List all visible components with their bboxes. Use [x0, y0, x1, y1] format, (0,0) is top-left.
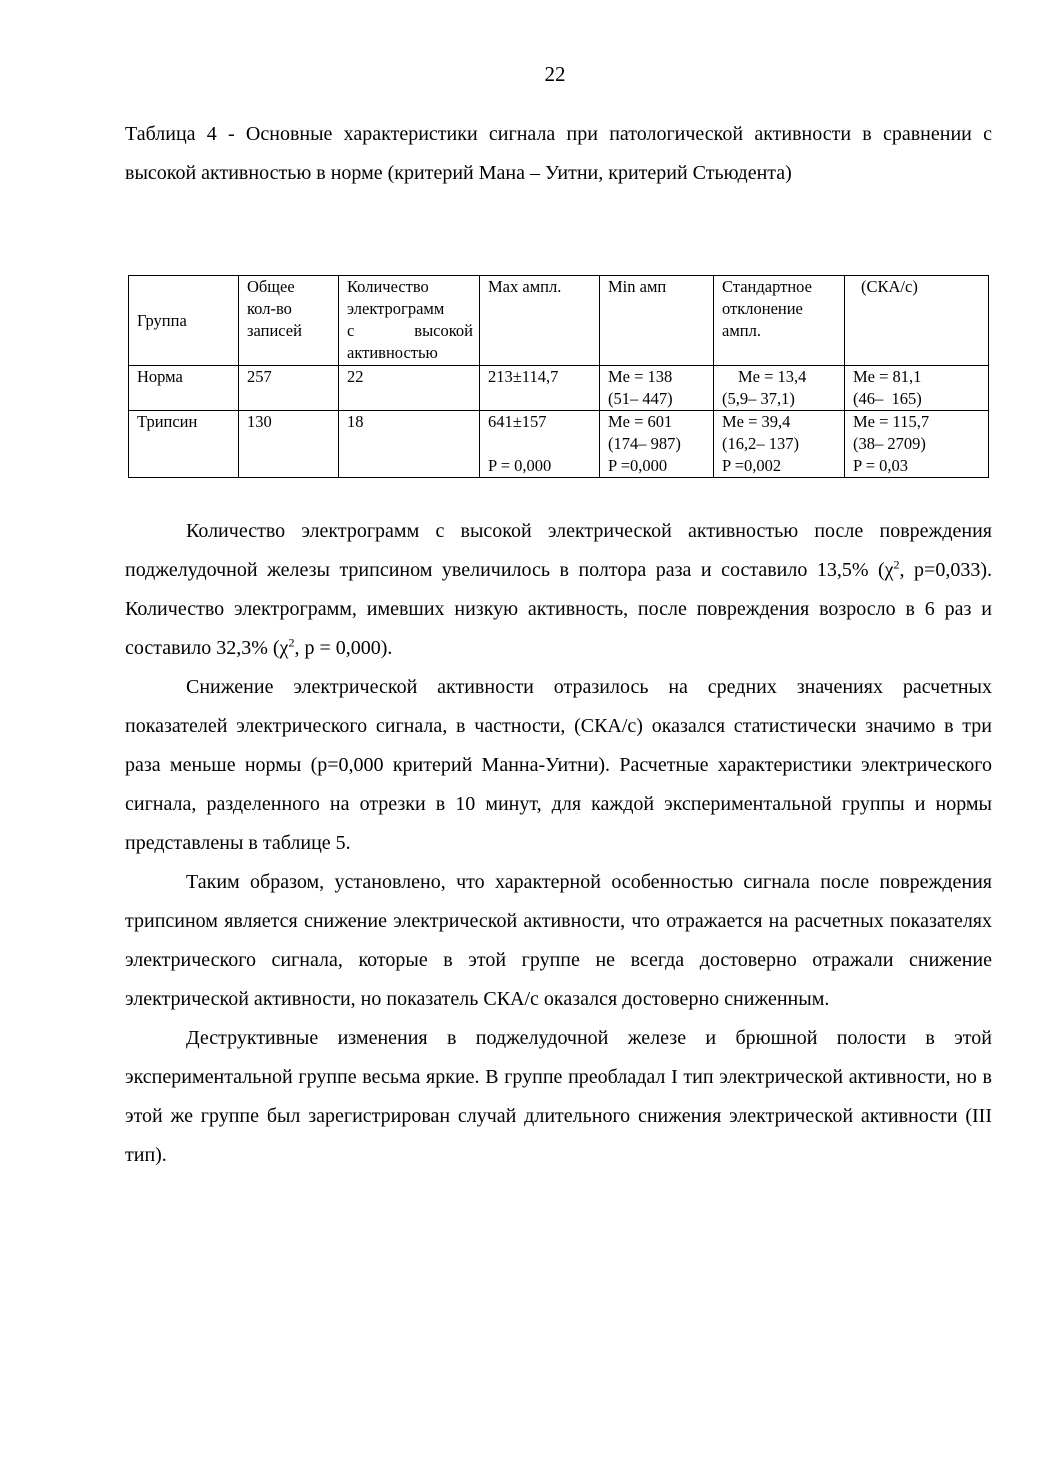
table-row [129, 411, 989, 478]
paragraph: Снижение электрической активности отразилось на средних значениях расчетных показателей электрического сигнала, в частности, (СКА/с) оказался статистически значимо в три раза меньше нормы (p=0,000 критерий Манна-Уитни). Расчетные характеристики электрического сигнала, разделенного на отрезки в 10 минут, для каждой экспериментальной группы и нормы представлены в таблице 5. [125, 676, 992, 854]
header-count: Количество электрограмм с высокой активностью [339, 276, 480, 366]
cell-std: Me = 39,4 (16,2– 137) P =0,002 [714, 411, 845, 478]
cell-count: 22 [339, 366, 480, 411]
cell-cka: Me = 81,1 (46– 165) [845, 366, 989, 411]
cell-group: Трипсин [129, 411, 239, 478]
data-table [128, 275, 989, 478]
cell-group: Норма [129, 366, 239, 411]
header-total: Общее кол-во записей [239, 276, 339, 366]
cell-min: Me = 601 (174– 987) P =0,000 [600, 411, 714, 478]
paragraph: Количество электрограмм с высокой электрической активностью после повреждения поджелудочной железы трипсином увеличилось в полтора раза и составило 13,5% ($\chi^2$, p=0,033). Количество электрограмм, имевших низкую активность, после повреждения возросло в 6 раз и составило 32,3% ($\chi^2$, p = 0,000). [125, 520, 992, 659]
paragraph: Таким образом, установлено, что характерной особенностью сигнала после повреждения трипсином является снижение электрической активности, что отражается на расчетных показателях электрического сигнала, которые в этой группе не всегда достоверно отражали снижение электрической активности, но показатель СКА/с оказался достоверно сниженным. [125, 871, 992, 1010]
cell-min: Me = 138 (51– 447) [600, 366, 714, 411]
cell-std: Me = 13,4 (5,9– 37,1) [714, 366, 845, 411]
cell-count: 18 [339, 411, 480, 478]
header-std: Стандартное отклонение ампл. [714, 276, 845, 366]
paragraph: Деструктивные изменения в поджелудочной железе и брюшной полости в этой экспериментальной группе весьма яркие. В группе преобладал I тип электрической активности, но в этой же группе был зарегистрирован случай длительного снижения электрической активности (III тип). [125, 1027, 992, 1166]
table-row [129, 366, 989, 411]
header-group: Группа [129, 276, 239, 366]
table-header-row [129, 276, 989, 366]
header-min: Min амп [600, 276, 714, 366]
cell-cka: Me = 115,7 (38– 2709) P = 0,03 [845, 411, 989, 478]
cell-total: 257 [239, 366, 339, 411]
header-cka: (СКА/с) [845, 276, 989, 366]
cell-max: 641±157 P = 0,000 [480, 411, 600, 478]
page-number: 22 [544, 62, 566, 86]
table-caption: Таблица 4 - Основные характеристики сигнала при патологической активности в сравнении с высокой активностью в норме (критерий Мана – Уитни, критерий Стьюдента) [125, 123, 992, 184]
body-text [125, 512, 992, 1175]
header-max: Max ампл. [480, 276, 600, 366]
cell-max: 213±114,7 [480, 366, 600, 411]
cell-total: 130 [239, 411, 339, 478]
